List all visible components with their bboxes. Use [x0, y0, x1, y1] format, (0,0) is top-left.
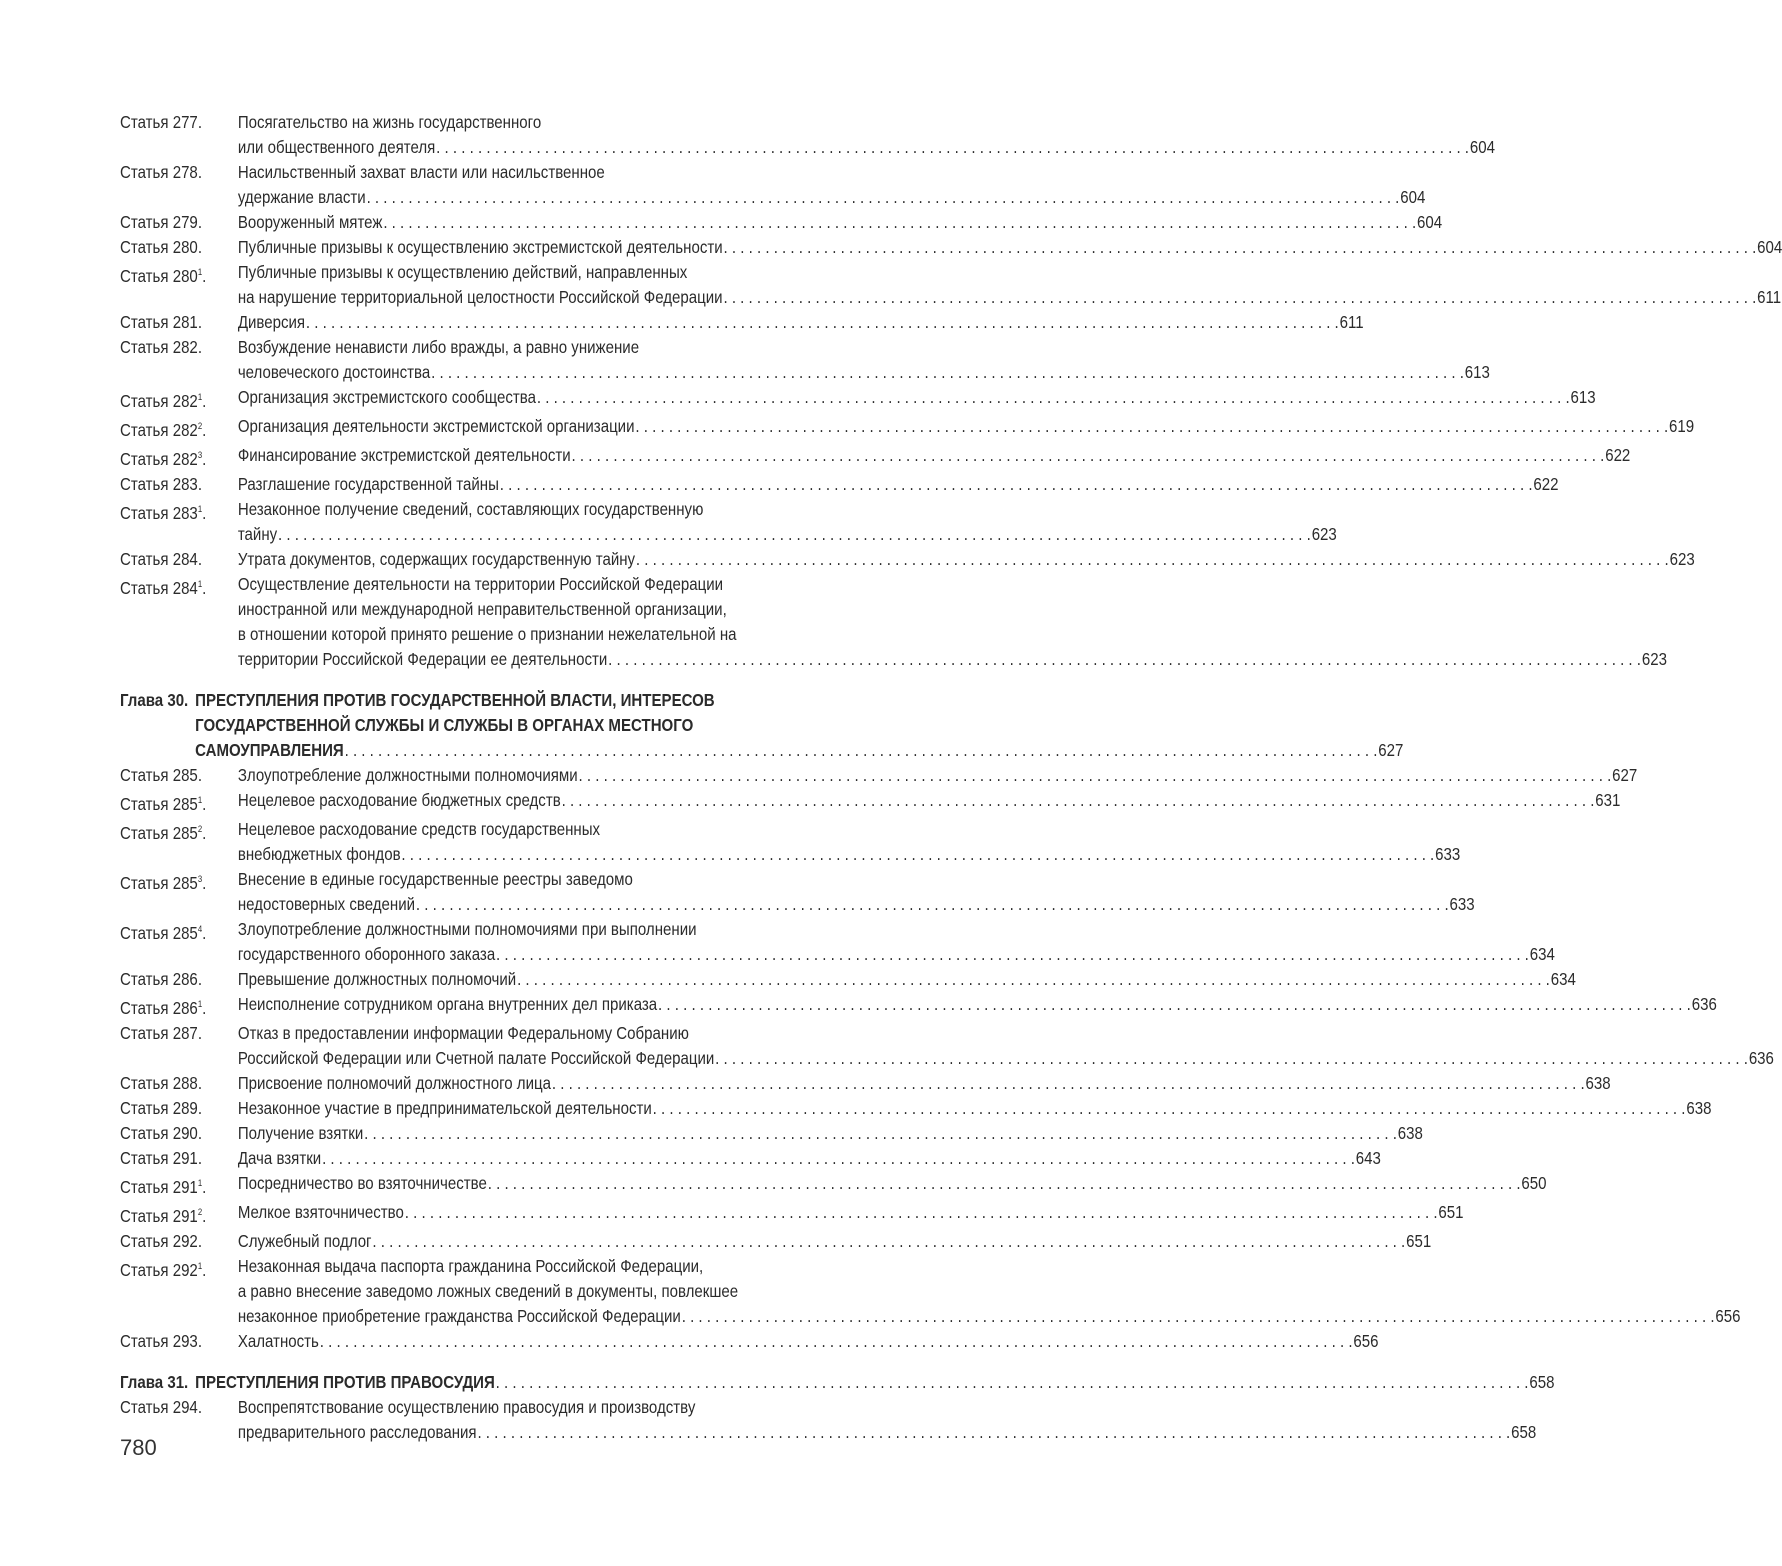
article-label: Статья 289. — [120, 1098, 203, 1118]
page-reference: 656 — [1353, 1331, 1379, 1351]
article-number: Статья 278 — [120, 162, 198, 182]
article-number: Статья 288 — [120, 1073, 198, 1093]
toc-entry[interactable] — [120, 1329, 1379, 1354]
entry-title: а равно внесение заведомо ложных сведений в документы, повлекшее — [237, 1281, 739, 1301]
page-reference: 651 — [1438, 1202, 1464, 1222]
article-number: Статья 285 — [120, 823, 198, 843]
dot-leader — [477, 1420, 1510, 1445]
entry-title: на нарушение территориальной целостности Российской Федерации — [237, 287, 723, 307]
toc-entry[interactable] — [120, 1171, 1547, 1200]
toc-entry[interactable] — [120, 917, 1555, 967]
page-reference: 627 — [1378, 740, 1404, 760]
page-reference: 604 — [1416, 212, 1443, 232]
dot-leader — [552, 1071, 1585, 1096]
toc-entry[interactable] — [120, 788, 1621, 817]
article-number: Статья 281 — [120, 312, 198, 332]
toc-entry[interactable] — [120, 1021, 1774, 1071]
page-reference: 623 — [1311, 524, 1337, 544]
dot-leader — [401, 842, 1434, 867]
dot-leader — [724, 235, 1757, 260]
dot-leader — [723, 285, 1756, 310]
page-reference: 604 — [1757, 237, 1782, 257]
entry-title: Незаконное получение сведений, составляющих государственную — [237, 499, 704, 519]
toc-entry[interactable] — [120, 1071, 1611, 1096]
article-number: Статья 294 — [120, 1397, 198, 1417]
page-reference: 634 — [1529, 944, 1555, 964]
article-superscript: 1 — [197, 1261, 203, 1271]
article-number: Статья 286 — [120, 969, 198, 989]
dot-leader — [322, 1146, 1355, 1171]
article-label: Статья 285. — [120, 765, 203, 785]
entry-title: Посредничество во взяточничестве — [237, 1173, 487, 1193]
article-number: Статья 285 — [120, 765, 198, 785]
article-label: Статья $291^1$. — [120, 1177, 207, 1197]
chapter-title: САМОУПРАВЛЕНИЯ — [195, 740, 344, 760]
article-label: Статья 293. — [120, 1331, 203, 1351]
dot-leader — [682, 1304, 1715, 1329]
article-label: Статья 284. — [120, 549, 203, 569]
article-label: Статья 291. — [120, 1148, 203, 1168]
article-number: Статья 277 — [120, 112, 198, 132]
entry-title: Незаконное участие в предпринимательской деятельности — [237, 1098, 652, 1118]
page-reference: 651 — [1406, 1231, 1432, 1251]
toc-entry[interactable] — [120, 763, 1638, 788]
toc-entry[interactable] — [120, 160, 1426, 210]
entry-title: Превышение должностных полномочий — [237, 969, 517, 989]
article-label: Статья 280. — [120, 237, 203, 257]
toc-entry[interactable] — [120, 967, 1576, 992]
article-label: Статья $282^1$. — [120, 391, 207, 411]
entry-title: Служебный подлог — [237, 1231, 372, 1251]
page-reference: 604 — [1400, 187, 1426, 207]
dot-leader — [278, 522, 1311, 547]
toc-entry[interactable] — [120, 817, 1461, 867]
dot-leader — [345, 738, 1378, 763]
article-superscript: 3 — [197, 450, 203, 460]
page-reference: 638 — [1585, 1073, 1611, 1093]
page-reference: 658 — [1511, 1422, 1537, 1442]
entry-title: Российской Федерации или Счетной палате Российской Федерации — [237, 1048, 715, 1068]
dot-leader — [658, 992, 1691, 1017]
article-label: Статья $292^1$. — [120, 1260, 207, 1280]
entry-title: Присвоение полномочий должностного лица — [237, 1073, 551, 1093]
page-reference: 604 — [1469, 137, 1495, 157]
chapter-title: ГОСУДАРСТВЕННОЙ СЛУЖБЫ И СЛУЖБЫ В ОРГАНАХ МЕСТНОГО — [195, 715, 694, 735]
entry-title: Незаконная выдача паспорта гражданина Российской Федерации, — [237, 1256, 704, 1276]
toc-entry[interactable] — [120, 210, 1443, 235]
article-number: Статья 284 — [120, 578, 198, 598]
dot-leader — [572, 443, 1605, 468]
article-number: Статья 292 — [120, 1260, 198, 1280]
dot-leader — [496, 942, 1529, 967]
chapter-heading[interactable] — [120, 1370, 1555, 1395]
dot-leader — [416, 892, 1449, 917]
dot-leader — [405, 1200, 1438, 1225]
page-reference: 636 — [1691, 994, 1717, 1014]
page-reference: 634 — [1550, 969, 1576, 989]
page-reference: 633 — [1435, 844, 1461, 864]
toc-entry[interactable] — [120, 1121, 1423, 1146]
toc-entry[interactable] — [120, 572, 1667, 672]
article-label: Статья 292. — [120, 1231, 203, 1251]
toc-entry[interactable] — [120, 260, 1782, 310]
article-label: Статья 286. — [120, 969, 203, 989]
toc-entry[interactable] — [120, 335, 1490, 385]
page-reference: 658 — [1529, 1372, 1555, 1392]
entry-title: Нецелевое расходование средств государственных — [237, 819, 601, 839]
entry-title: Насильственный захват власти или насильственное — [237, 162, 605, 182]
dot-leader — [364, 1121, 1397, 1146]
entry-title: Организация экстремистского сообщества — [237, 387, 536, 407]
article-number: Статья 290 — [120, 1123, 198, 1143]
dot-leader — [715, 1046, 1748, 1071]
article-label: Статья $284^1$. — [120, 578, 207, 598]
page-reference: 622 — [1533, 474, 1559, 494]
toc-entry[interactable] — [120, 443, 1631, 472]
article-number: Статья 291 — [120, 1148, 198, 1168]
article-number: Статья 286 — [120, 998, 198, 1018]
entry-title: Злоупотребление должностными полномочиями — [237, 765, 578, 785]
page-reference: 613 — [1464, 362, 1490, 382]
article-superscript: 1 — [197, 999, 203, 1009]
toc-entry[interactable] — [120, 414, 1695, 443]
entry-title: Нецелевое расходование бюджетных средств — [237, 790, 561, 810]
page-reference: 643 — [1355, 1148, 1381, 1168]
article-label: Статья 288. — [120, 1073, 203, 1093]
chapter-heading[interactable] — [120, 688, 1404, 763]
entry-title: Утрата документов, содержащих государственную тайну — [237, 549, 636, 569]
entry-title: Получение взятки — [237, 1123, 364, 1143]
article-number: Статья 282 — [120, 449, 198, 469]
article-label: Статья $285^3$. — [120, 873, 207, 893]
toc-entry[interactable] — [120, 1229, 1432, 1254]
dot-leader — [537, 385, 1570, 410]
dot-leader — [431, 360, 1464, 385]
dot-leader — [383, 210, 1416, 235]
entry-title: Осуществление деятельности на территории Российской Федерации — [237, 574, 724, 594]
toc-entry[interactable] — [120, 1254, 1741, 1329]
page-reference: 611 — [1757, 287, 1782, 307]
article-superscript: 4 — [197, 924, 203, 934]
dot-leader — [562, 788, 1595, 813]
chapter-label: Глава 30. — [120, 690, 189, 710]
toc-entry[interactable] — [120, 497, 1337, 547]
entry-title: в отношении которой принято решение о признании нежелательной на — [237, 624, 737, 644]
article-superscript: 1 — [197, 579, 203, 589]
article-number: Статья 282 — [120, 337, 198, 357]
dot-leader — [306, 310, 1339, 335]
article-label: Статья 290. — [120, 1123, 203, 1143]
article-number: Статья 291 — [120, 1206, 198, 1226]
entry-title: удержание власти — [237, 187, 366, 207]
article-label: Статья 277. — [120, 112, 203, 132]
toc-entry[interactable] — [120, 867, 1475, 917]
toc-entry[interactable] — [120, 110, 1495, 160]
toc-entry[interactable] — [120, 385, 1596, 414]
entry-title: Неисполнение сотрудником органа внутренних дел приказа — [237, 994, 658, 1014]
toc-entry[interactable] — [120, 1146, 1381, 1171]
entry-title: Вооруженный мятеж — [237, 212, 383, 232]
article-number: Статья 282 — [120, 391, 198, 411]
article-number: Статья 285 — [120, 923, 198, 943]
page-reference: 650 — [1521, 1173, 1547, 1193]
article-number: Статья 291 — [120, 1177, 198, 1197]
dot-leader — [579, 763, 1612, 788]
entry-title: предварительного расследования — [237, 1422, 477, 1442]
article-number: Статья 283 — [120, 474, 198, 494]
article-number: Статья 279 — [120, 212, 198, 232]
article-superscript: 1 — [197, 1178, 203, 1188]
entry-title: Дача взятки — [237, 1148, 322, 1168]
dot-leader — [653, 1096, 1686, 1121]
entry-title: внебюджетных фондов — [237, 844, 401, 864]
entry-title: недостоверных сведений — [237, 894, 416, 914]
article-superscript: 3 — [197, 874, 203, 884]
dot-leader — [436, 135, 1469, 160]
entry-title: государственного оборонного заказа — [237, 944, 496, 964]
article-number: Статья 285 — [120, 794, 198, 814]
page-reference: 636 — [1748, 1048, 1774, 1068]
dot-leader — [608, 647, 1641, 672]
article-number: Статья 280 — [120, 237, 198, 257]
toc-entry[interactable] — [120, 547, 1695, 572]
entry-title: или общественного деятеля — [237, 137, 436, 157]
page-reference: 638 — [1686, 1098, 1712, 1118]
page-reference: 622 — [1605, 445, 1631, 465]
dot-leader — [320, 1329, 1353, 1354]
chapter-title: ПРЕСТУПЛЕНИЯ ПРОТИВ ГОСУДАРСТВЕННОЙ ВЛАСТИ, ИНТЕРЕСОВ — [195, 690, 715, 710]
dot-leader — [635, 414, 1668, 439]
page-reference: 631 — [1595, 790, 1621, 810]
dot-leader — [636, 547, 1669, 572]
page-reference: 627 — [1612, 765, 1638, 785]
article-number: Статья 287 — [120, 1023, 198, 1043]
entry-title: Публичные призывы к осуществлению экстремистской деятельности — [237, 237, 723, 257]
article-superscript: 1 — [197, 267, 203, 277]
article-label: Статья $280^1$. — [120, 266, 207, 286]
entry-title: Разглашение государственной тайны — [237, 474, 499, 494]
entry-title: иностранной или международной неправительственной организации, — [237, 599, 727, 619]
article-superscript: 2 — [197, 421, 203, 431]
article-superscript: 1 — [197, 795, 203, 805]
article-label: Статья $282^3$. — [120, 449, 207, 469]
article-number: Статья 283 — [120, 503, 198, 523]
toc-entry[interactable] — [120, 310, 1364, 335]
entry-title: незаконное приобретение гражданства Российской Федерации — [237, 1306, 681, 1326]
article-label: Статья $283^1$. — [120, 503, 207, 523]
table-of-contents — [120, 110, 1782, 1445]
page-reference: 611 — [1339, 312, 1364, 332]
article-label: Статья 281. — [120, 312, 203, 332]
entry-title: Диверсия — [237, 312, 306, 332]
entry-title: человеческого достоинства — [237, 362, 431, 382]
dot-leader — [488, 1171, 1521, 1196]
article-label: Статья 282. — [120, 337, 203, 357]
entry-title: Халатность — [237, 1331, 319, 1351]
article-superscript: 2 — [197, 1207, 203, 1217]
page-reference: 613 — [1570, 387, 1596, 407]
page-number: 780 — [120, 1435, 157, 1460]
article-superscript: 1 — [197, 392, 203, 402]
toc-entry[interactable] — [120, 1096, 1712, 1121]
toc-entry[interactable] — [120, 472, 1559, 497]
page-reference: 638 — [1397, 1123, 1423, 1143]
article-label: Статья $285^2$. — [120, 823, 207, 843]
article-number: Статья 280 — [120, 266, 198, 286]
chapter-label: Глава 31. — [120, 1372, 189, 1392]
entry-title: Организация деятельности экстремистской организации — [237, 416, 635, 436]
chapter-title: ПРЕСТУПЛЕНИЯ ПРОТИВ ПРАВОСУДИЯ — [195, 1372, 495, 1392]
dot-leader — [367, 185, 1400, 210]
article-label: Статья $285^4$. — [120, 923, 207, 943]
toc-entry[interactable] — [120, 992, 1717, 1021]
article-label: Статья $286^1$. — [120, 998, 207, 1018]
article-number: Статья 292 — [120, 1231, 198, 1251]
entry-title: Финансирование экстремистской деятельности — [237, 445, 571, 465]
article-label: Статья 279. — [120, 212, 203, 232]
page-reference: 656 — [1715, 1306, 1741, 1326]
dot-leader — [517, 967, 1550, 992]
entry-title: Злоупотребление должностными полномочиями при выполнении — [237, 919, 697, 939]
entry-title: Посягательство на жизнь государственного — [237, 112, 542, 132]
article-number: Статья 284 — [120, 549, 198, 569]
article-number: Статья 282 — [120, 420, 198, 440]
toc-entry[interactable] — [120, 1395, 1537, 1445]
entry-title: Внесение в единые государственные реестры заведомо — [237, 869, 633, 889]
entry-title: тайну — [237, 524, 278, 544]
article-label: Статья 283. — [120, 474, 203, 494]
entry-title: территории Российской Федерации ее деятельности — [237, 649, 608, 669]
article-label: Статья $282^2$. — [120, 420, 207, 440]
article-label: Статья $285^1$. — [120, 794, 207, 814]
dot-leader — [500, 472, 1533, 497]
entry-title: Воспрепятствование осуществлению правосудия и производству — [237, 1397, 696, 1417]
article-number: Статья 293 — [120, 1331, 198, 1351]
article-label: Статья $291^2$. — [120, 1206, 207, 1226]
article-number: Статья 285 — [120, 873, 198, 893]
page-reference: 633 — [1449, 894, 1475, 914]
page-reference: 623 — [1641, 649, 1667, 669]
article-superscript: 2 — [197, 824, 203, 834]
article-superscript: 1 — [197, 504, 203, 514]
entry-title: Публичные призывы к осуществлению действий, направленных — [237, 262, 688, 282]
entry-title: Мелкое взяточничество — [237, 1202, 404, 1222]
article-label: Статья 294. — [120, 1397, 203, 1417]
entry-title: Возбуждение ненависти либо вражды, а равно унижение — [237, 337, 640, 357]
dot-leader — [496, 1370, 1529, 1395]
page-reference: 623 — [1669, 549, 1695, 569]
page-reference: 619 — [1669, 416, 1695, 436]
article-number: Статья 289 — [120, 1098, 198, 1118]
dot-leader — [372, 1229, 1405, 1254]
article-label: Статья 287. — [120, 1023, 203, 1043]
article-label: Статья 278. — [120, 162, 203, 182]
toc-entry[interactable] — [120, 235, 1782, 260]
toc-entry[interactable] — [120, 1200, 1464, 1229]
entry-title: Отказ в предоставлении информации Федеральному Собранию — [237, 1023, 689, 1043]
